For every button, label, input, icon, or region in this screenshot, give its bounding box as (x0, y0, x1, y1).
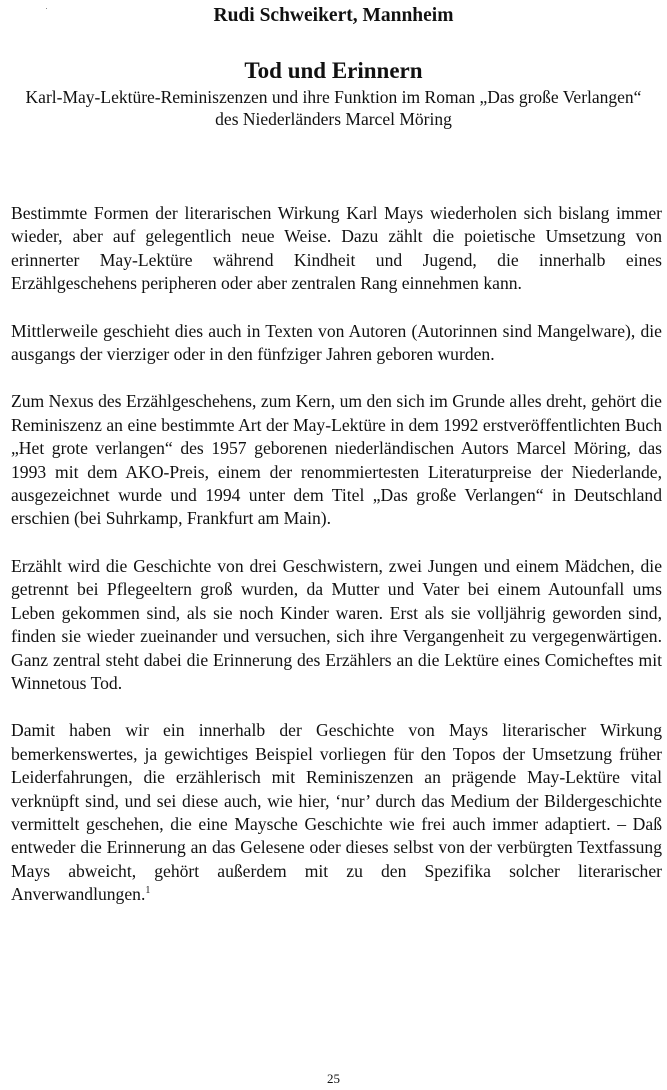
page-number: 25 (327, 1071, 340, 1086)
paragraph-3: Zum Nexus des Erzählgeschehens, zum Kern, um den sich im Grunde alles dreht, gehört die Reminiszenz an eine bestimmte Art der May-Lektüre in dem 1992 erstveröffentlichten Buch „Het grote verlangen“ des 1957 geborenen niederländischen Autors Marcel Möring, das 1993 mit dem AKO-Preis, einem der renommiertesten Literaturpreise der Niederlande, ausgezeichnet wurde und 1994 unter dem Titel „Das große Verlangen“ in Deutschland erschien (bei Suhrkamp, Frankfurt am Main). (11, 391, 662, 529)
paragraph-1: Bestimmte Formen der literarischen Wirkung Karl Mays wiederholen sich bislang immer wieder, aber auf gelegentlich neue Weise. Dazu zählt die poietische Umsetzung von erinnerter May-Lektüre während Kindheit und Jugend, die innerhalb eines Erzählgeschehens peripheren oder aber zentralen Rang einnehmen kann. (11, 203, 662, 294)
article-title: Tod und Erinnern (244, 58, 423, 83)
paragraph-4: Erzählt wird die Geschichte von drei Geschwistern, zwei Jungen und einem Mädchen, die getrennt bei Pflegeeltern groß wurden, da Mutter und Vater bei einem Autounfall ums Leben gekommen sind, als sie noch Kinder waren. Erst als sie volljährig geworden sind, finden sie wieder zueinander und versuchen, sich ihre Vergangenheit zu vergegenwärtigen. Ganz zentral steht dabei die Erinnerung des Erzählers an die Lektüre eines Comicheftes mit Winnetous Tod. (11, 555, 662, 693)
article-body (11, 202, 662, 931)
paragraph-2: Mittlerweile geschieht dies auch in Texten von Autoren (Autorinnen sind Mangelware), die ausgangs der vierziger oder in den fünfziger Jahren geboren wurden. (11, 320, 662, 365)
footnote-marker[interactable]: 1 (145, 885, 151, 897)
paragraph-5-text: Damit haben wir ein innerhalb der Geschichte von Mays literarischer Wirkung bemerkenswertes, ja gewichtiges Beispiel vorliegen für den Topos der Umsetzung früher Leiderfahrungen, die erzählerisch mit Reminiszenzen an prägende May-Lektüre vital verknüpft sind, und sei diese auch, wie hier, ‘nur’ durch das Medium der Bildergeschichte vermittelt geschehen, die eine Maysche Geschichte wie frei auch immer adaptiert. – Daß entweder die Erinnerung an das Gelesene oder dieses selbst von der verbürgten Textfassung Mays abweicht, gehört außerdem mit zu den Spezifika solcher literarischer Anverwandlungen. (11, 720, 662, 905)
author-heading: Rudi Schweikert, Mannheim (213, 5, 454, 26)
article-subtitle: Karl-May-Lektüre-Reminiszenzen und ihre Funktion im Roman „Das große Verlangen“ des Niederländers Marcel Möring (25, 87, 642, 129)
paragraph-5 (11, 719, 662, 906)
